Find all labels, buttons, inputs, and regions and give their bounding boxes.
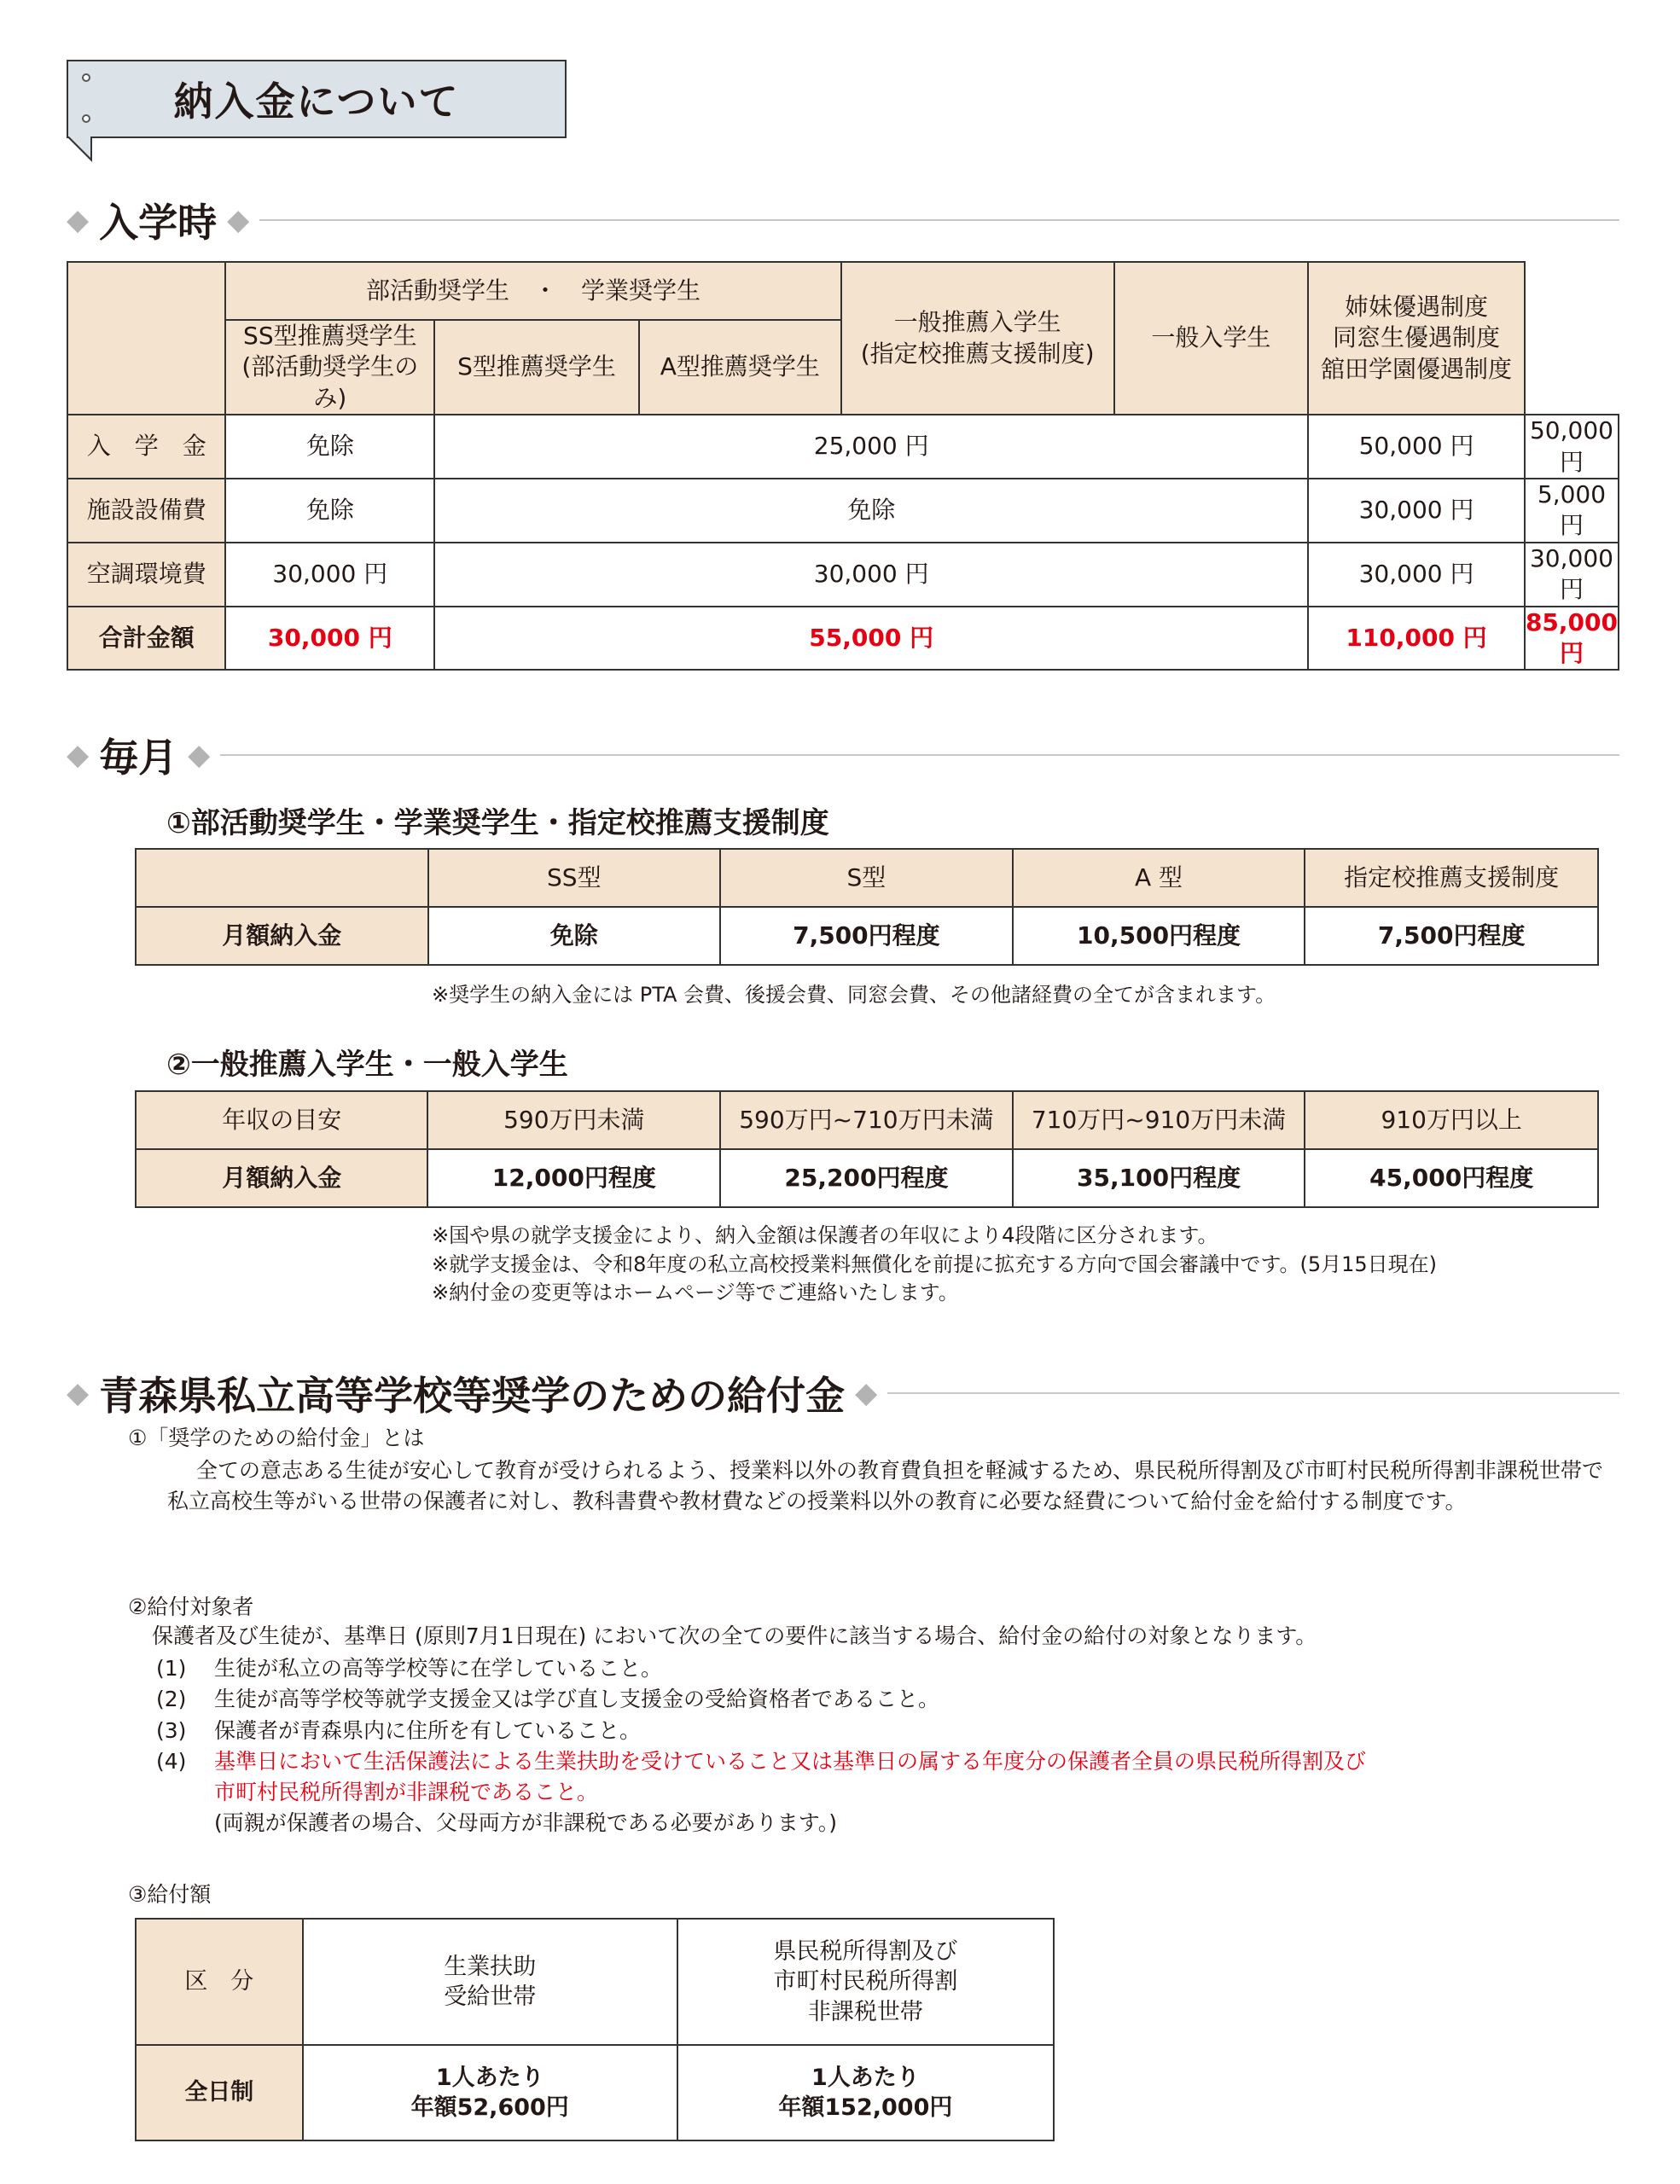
table-corner-cell	[67, 262, 225, 415]
col-header: 指定校推薦支援制度	[1305, 849, 1598, 907]
table-row	[136, 2045, 1054, 2140]
cell-yugu-total: 85,000 円	[1525, 607, 1619, 671]
note-line: ※国や県の就学支援金により、納入金額は保護者の年収により4段階に区分されます。	[432, 1223, 1218, 1247]
divider	[220, 754, 1619, 756]
kyufu-s1-title: ①「奨学のための給付金」とは	[128, 1426, 425, 1450]
col-header-yugu: 姉妹優遇制度 同窓生優遇制度 舘田学園優遇制度	[1308, 262, 1525, 415]
cell-mid-total: 55,000 円	[434, 607, 1308, 671]
admission-fee-table	[67, 261, 1619, 671]
col-header-s: S型推薦奨学生	[434, 320, 639, 415]
ring-icon	[82, 73, 90, 82]
table-row	[136, 907, 1598, 965]
row-label: 区 分	[136, 1919, 303, 2045]
cell: 1人あたり 年額152,000円	[677, 2045, 1054, 2140]
table-corner-cell	[136, 849, 428, 907]
divider	[887, 1392, 1619, 1394]
cell-mid: 30,000 円	[434, 543, 1308, 607]
kyufu-s2-lead: 保護者及び生徒が、基準日 (原則7月1日現在) において次の全ての要件に該当する場合、給付金の給付の対象となります。	[152, 1623, 1317, 1648]
page-title: 納入金について	[173, 78, 460, 125]
cell-yugu: 50,000 円	[1525, 415, 1619, 479]
table-row	[67, 415, 1619, 479]
notes-income	[432, 1222, 1437, 1308]
diamond-icon: ◆	[67, 1376, 90, 1410]
monthly-scholarship-table	[135, 848, 1599, 966]
monthly-income-table	[135, 1090, 1599, 1208]
cell: 1人あたり 年額52,600円	[303, 2045, 677, 2140]
kyufu-s2-title: ②給付対象者	[128, 1594, 254, 1619]
row-label: 月額納入金	[136, 1149, 427, 1207]
list-item: (2) 生徒が高等学校等就学支援金又は学び直し支援金の受給資格者であること。	[156, 1687, 940, 1712]
cell-mid: 免除	[434, 479, 1308, 543]
col-header-ippan-suisen: 一般推薦入学生 (指定校推薦支援制度)	[841, 262, 1114, 415]
note-line: ※就学支援金は、令和8年度の私立高校授業料無償化を前提に拡充する方向で国会審議中です。(5月15日現在)	[432, 1252, 1437, 1276]
subheading-1: ①部活動奨学生・学業奨学生・指定校推薦支援制度	[166, 806, 829, 840]
cell-yugu: 30,000 円	[1525, 543, 1619, 607]
note-scholarship: ※奨学生の納入金には PTA 会費、後援会費、同窓会費、その他諸経費の全てが含まれます。	[432, 983, 1276, 1007]
col-header: 590万円~710万円未満	[720, 1091, 1013, 1149]
col-header: 910万円以上	[1305, 1091, 1598, 1149]
cell: 7,500円程度	[1305, 907, 1598, 965]
divider	[259, 219, 1619, 221]
cell-ippan: 30,000 円	[1308, 479, 1525, 543]
kyufu-s3-title: ③給付額	[128, 1882, 212, 1907]
cell: 45,000円程度	[1305, 1149, 1598, 1207]
row-label: 入 学 金	[67, 415, 225, 479]
section-heading-maitsuki: ◆ 毎月 ◆	[67, 727, 1619, 783]
cell-ss: 免除	[225, 415, 434, 479]
diamond-icon: ◆	[188, 738, 211, 772]
cell-ss: 30,000 円	[225, 543, 434, 607]
col-header: 710万円~910万円未満	[1013, 1091, 1305, 1149]
kyufu-s1-body: 全ての意志ある生徒が安心して教育が受けられるよう、授業料以外の教育費負担を軽減するため、県民税所得割及び市町村民税所得割非課税世帯で私立高校生等がいる世帯の保護者に対し、教科書費や教材費などの授業料以外の教育に必要な経費について給付金を給付する制度です。	[167, 1458, 1604, 1514]
cell-ss-total: 30,000 円	[225, 607, 434, 671]
col-header: A 型	[1013, 849, 1305, 907]
cell-yugu: 5,000 円	[1525, 479, 1619, 543]
table-row	[67, 543, 1619, 607]
subheading-2: ②一般推薦入学生・一般入学生	[166, 1048, 568, 1082]
cell: 10,500円程度	[1013, 907, 1305, 965]
table-row	[136, 1149, 1598, 1207]
row-label: 空調環境費	[67, 543, 225, 607]
cell-mid: 25,000 円	[434, 415, 1308, 479]
col-header: 590万円未満	[427, 1091, 720, 1149]
diamond-icon: ◆	[67, 738, 90, 772]
note-line: ※納付金の変更等はホームページ等でご連絡いたします。	[432, 1281, 959, 1305]
table-row-total	[67, 607, 1619, 671]
cell: 7,500円程度	[720, 907, 1013, 965]
cell: 35,100円程度	[1013, 1149, 1305, 1207]
cell: 免除	[428, 907, 721, 965]
cell: 12,000円程度	[427, 1149, 720, 1207]
diamond-icon: ◆	[67, 203, 90, 237]
cell-ippan: 30,000 円	[1308, 543, 1525, 607]
diamond-icon: ◆	[227, 203, 250, 237]
row-label: 月額納入金	[136, 907, 428, 965]
row-label: 全日制	[136, 2045, 303, 2140]
table-row	[67, 479, 1619, 543]
list-item: (1) 生徒が私立の高等学校等に在学していること。	[156, 1656, 663, 1681]
row-label: 年収の目安	[136, 1091, 427, 1149]
col-header: 生業扶助 受給世帯	[303, 1919, 677, 2045]
row-label: 合計金額	[67, 607, 225, 671]
kyufu-amount-table	[135, 1918, 1055, 2141]
kyufu-s2-note: (両親が保護者の場合、父母両方が非課税である必要があります。)	[214, 1810, 838, 1836]
col-header-ss: SS型推薦奨学生 (部活動奨学生のみ)	[225, 320, 434, 415]
diamond-icon: ◆	[855, 1376, 878, 1410]
row-label: 施設設備費	[67, 479, 225, 543]
list-item: (3) 保護者が青森県内に住所を有していること。	[156, 1717, 642, 1743]
section-heading-kyufu: ◆ 青森県私立高等学校等奨学のための給付金 ◆	[67, 1365, 1619, 1421]
list-item: (4) 基準日において生活保護法による生業扶助を受けていること又は基準日の属する年度分の保護者全員の県民税所得割及び 市町村民税所得割が非課税であること。	[156, 1748, 1367, 1804]
cell-ss: 免除	[225, 479, 434, 543]
col-header: S型	[720, 849, 1013, 907]
page-title-box	[67, 60, 567, 138]
group-header: 部活動奨学生 ・ 学業奨学生	[225, 262, 840, 320]
col-header: 県民税所得割及び 市町村民税所得割 非課税世帯	[677, 1919, 1054, 2045]
col-header-a: A型推薦奨学生	[639, 320, 841, 415]
cell: 25,200円程度	[720, 1149, 1013, 1207]
col-header: SS型	[428, 849, 721, 907]
section-heading-nyugaku: ◆ 入学時 ◆	[67, 192, 1619, 248]
col-header-ippan: 一般入学生	[1114, 262, 1309, 415]
kyufu-s2-list	[156, 1653, 1607, 1839]
ring-icon	[82, 114, 90, 123]
cell-ippan-total: 110,000 円	[1308, 607, 1525, 671]
cell-ippan: 50,000 円	[1308, 415, 1525, 479]
